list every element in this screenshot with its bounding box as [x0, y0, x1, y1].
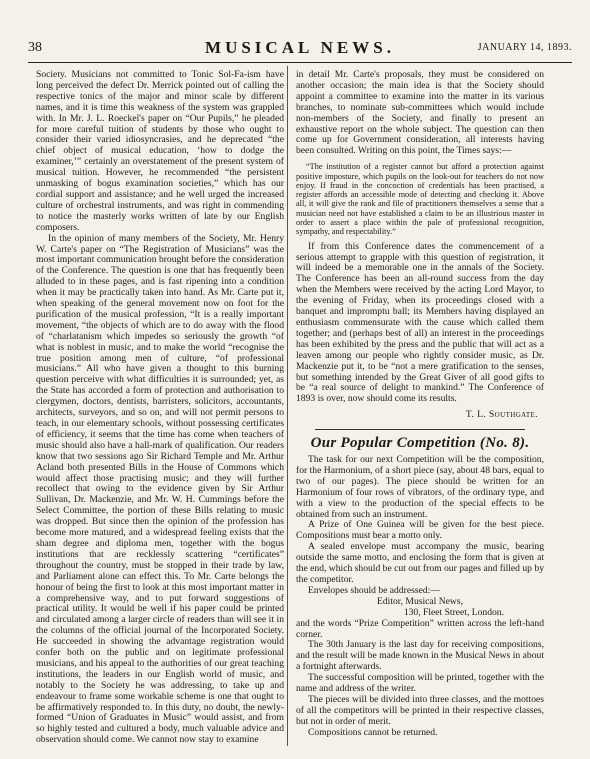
- paragraph: A sealed envelope must accompany the music, bearing outside the same motto, and enclosing the form that is given at the end, which should be cut out from our pages and filled up by the competitor.: [296, 541, 544, 585]
- paragraph: Compositions cannot be returned.: [308, 726, 438, 738]
- paragraph: and the words “Prize Competition” written across the left-hand corner.: [296, 617, 544, 640]
- right-column: [296, 70, 544, 739]
- paragraph: A Prize of One Guinea will be given for the best piece. Compositions must bear a motto only.: [296, 519, 544, 542]
- left-column: [36, 70, 284, 746]
- section-divider: [315, 429, 525, 430]
- times-quote: “The institution of a register cannot but afford a protection against positive imposture, which pupils on the look-out for teachers do not now enjoy. If fraud in the concoction of credentials has been practised, a register affords an accessible mode of detecting and checking it. Above all, it will give the rank and file of practitioners themselves a sense that a musician need not have established a claim to be an illustrious master in order to assert a place within the pale of professional recognition, sympathy, and respectability.”: [296, 162, 544, 237]
- author-signature: T. L. Southgate.: [465, 409, 538, 421]
- competition-heading: Our Popular Competition (No. 8).: [310, 435, 530, 452]
- paragraph: In the opinion of many members of the Society, Mr. Henry W. Carte's paper on “The Registration of Musicians” was the most important communication brought before the consideration of the Conference. The question is one that has frequently been alluded to in these pages, and is fast ripening into a condition when it may be practically taken into hand. As Mr. Carte put it, when speaking of the general movement now on foot for the purification of the musical profession, “It is a really important movement, “the objects of which are to do away with the flood of “charlatanism which impedes so seriously the growth “of what is noblest in music, and to make the world “recognise the true position among men of culture, “of professional musicians.” All who have given a thought to this burning question perceive with what difficulties it is surrounded; yet, as the State has accorded a form of protection and authorisation to clergymen, doctors, dentists, barristers, solicitors, accountants, architects, surveyors, and so on, and will not permit persons to teach, in our elementary schools, without possessing certificates of efficiency, it seems that the time has come when teachers of music should also have a hall-mark of qualification. Our readers know that two sessions ago Sir Richard Temple and Mr. Arthur Acland both presented Bills in the House of Commons which would affect those practising music; and they will further recollect that owing to the evidence given by Sir Arthur Sullivan, Dr. Mackenzie, and Mr. W. H. Cummings before the Select Committee, the portion of these Bills relating to music was dropped. But since then the opinion of the profession has become more matured, and a widespread feeling exists that the sham degree and diploma men, together with the bogus institutions that are recklessly scattering “certificates” throughout the country, must be stopped in their trade by law, and Parliament alone can effect this. To Mr. Carte belongs the honour of being the first to look at this most important matter in a comprehensive way, and to put forward suggestions of practical utility. It would be well if his paper could be printed and circulated among a larger circle of readers than will see it in the columns of the official journal of the Incorporated Society. He succeeded in showing the advantage registration would confer both on the public and on legitimate professional musicians, and his appeal to the authorities of our great teaching institutions, the leaders in our English world of music, and notably to the Society he was addressing, to take up and endeavour to frame some workable scheme is one that ought to be affirmatively responded to. In this duty, no doubt, the newly-formed “Union of Graduates in Music” would assist, and from so highly tested and cultured a body, much valuable advice and observation should come. We cannot now stay to examine: [36, 232, 284, 746]
- header-rule: [28, 62, 572, 63]
- column-divider: [287, 66, 288, 746]
- paragraph: The pieces will be divided into three classes, and the mottoes of all the competitors will be printed in their respective classes, but not in order of merit.: [296, 693, 544, 727]
- paragraph: The task for our next Competition will be the composition, for the Harmonium, of a short piece (say, about 48 bars, equal to two of our pages). The piece should be written for an Harmonium of four rows of vibrators, of the ordinary type, and with a view to the production of the special effects to be obtained from such an instrument.: [296, 454, 544, 520]
- running-title: MUSICAL NEWS.: [205, 38, 395, 57]
- page-number: 38: [28, 40, 42, 55]
- address-line: Editor, Musical News,: [377, 595, 463, 607]
- paragraph: Society. Musicians not committed to Tonic Sol-Fa-ism have long perceived the defect Dr. Merrick pointed out of calling the respective tonics of the major and minor scale by different names, and it is time this weakness of the system was grappled with. In Mr. J. L. Roeckel's paper on “Our Pupils,” he pleaded for more careful tuition of students by those who ought to consider their varied idiosyncrasies, and he deprecated “the chief object of musical education, ‘how to dodge the examiner,’” certainly an overstatement of the present system of musical tuition. However, he recommended “the persistent unmasking of bogus examination societies,” which has our cordial support and assistance; and he well urged the increased culture of orchestral instruments, and was right in commending to notice the masterly works written of late by our English composers.: [36, 69, 284, 233]
- paragraph: The successful composition will be printed, together with the name and address of the writer.: [296, 672, 544, 695]
- issue-date: JANUARY 14, 1893.: [477, 42, 572, 53]
- paragraph: The 30th January is the last day for receiving compositions, and the result will be made known in the Musical News in about a fortnight afterwards.: [296, 639, 544, 673]
- page-header: [28, 36, 572, 58]
- paragraph: If from this Conference dates the commencement of a serious attempt to grapple with this question of registration, it will indeed be a memorable one in the annals of the Society. The Conference has been an all-round success from the day when the Members were received by the acting Lord Mayor, to the evening of Friday, when its proceedings closed with a banquet and impromptu ball; its Members having displayed an enthusiasm commensurate with the cause which called them together; and (perhaps best of all) an interest in the proceedings has been exhibited by the press and the public that will act as a leaven among our people who rightly consider music, as Dr. Mackenzie put it, to be “not a mere gratification to the senses, but something intended by the Great Giver of all good gifts to be “a real source of delight to mankind.” The Conference of 1893 is over, now should come its results.: [296, 240, 544, 405]
- address-line: 130, Fleet Street, London.: [403, 606, 504, 618]
- paragraph: Envelopes should be addressed:—: [308, 584, 440, 596]
- paragraph: in detail Mr. Carte's proposals, they must be considered on another occasion; the main idea is that the Society should appoint a committee to examine into the matter in its various branches, to nominate sub-committees which would include non-members of the Society, and finally to present an exhaustive report on the whole subject. The question can then come up for Government consideration, all interests having been consulted. Writing on this point, the Times says:—: [296, 69, 544, 157]
